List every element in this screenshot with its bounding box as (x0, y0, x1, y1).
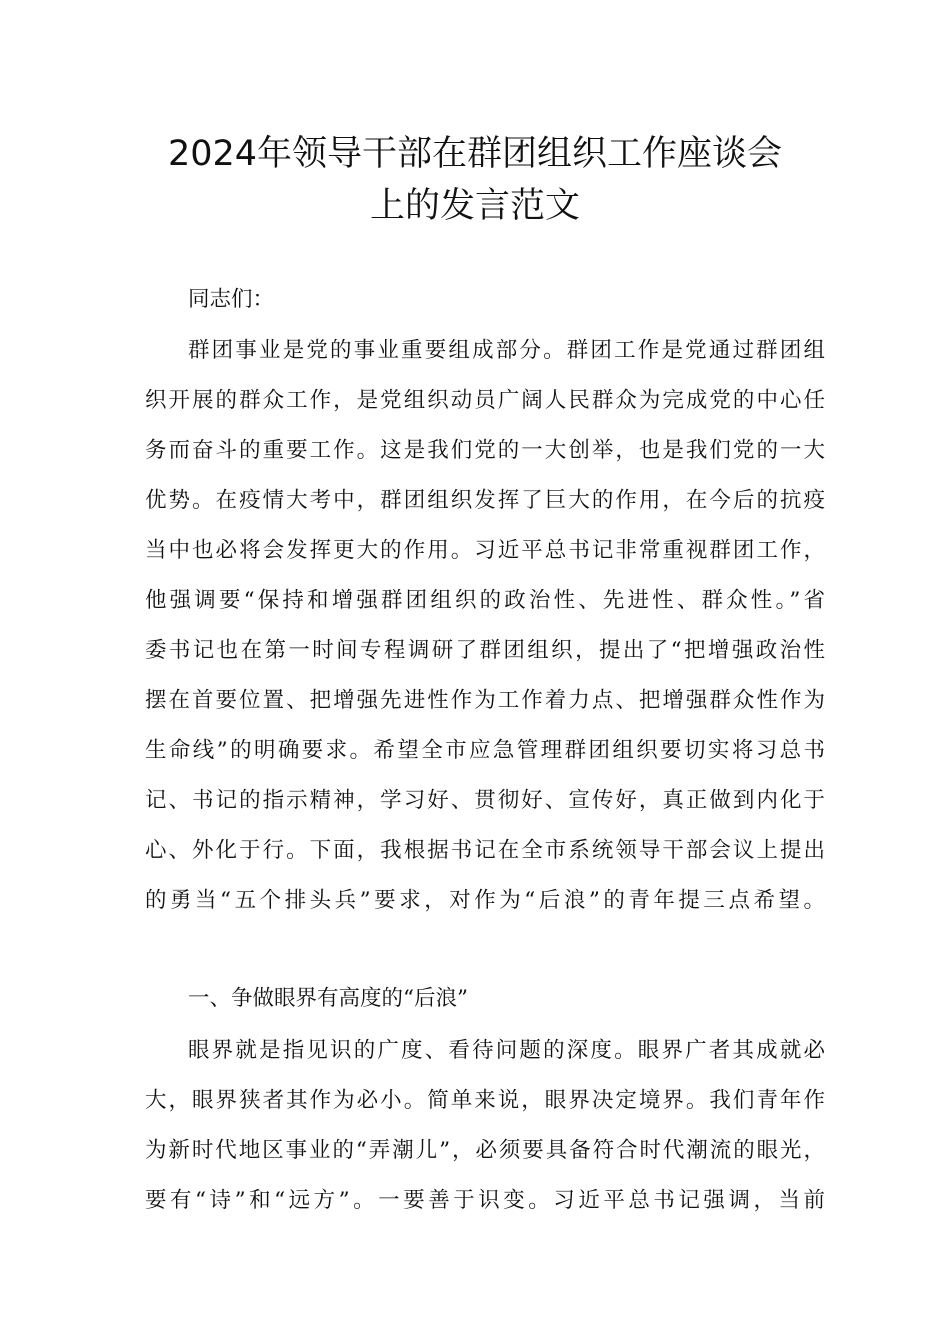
paragraph-line: 记、书记的指示精神，学习好、贯彻好、宣传好，真正做到内化于 (145, 788, 825, 813)
paragraph-line: 眼界就是指见识的广度、看待问题的深度。眼界广者其成就必 (188, 1038, 825, 1063)
document-title-line-2: 上的发言范文 (369, 186, 580, 226)
paragraph-line: 委书记也在第一时间专程调研了群团组织，提出了“把增强政治性 (145, 638, 825, 663)
section-heading: 一、争做眼界有高度的“后浪” (188, 986, 468, 1011)
paragraph-line: 他强调要“保持和增强群团组织的政治性、先进性、群众性。”省 (145, 588, 825, 613)
paragraph-line: 务而奋斗的重要工作。这是我们党的一大创举，也是我们党的一大 (145, 438, 825, 463)
paragraph-line: 当中也必将会发挥更大的作用。习近平总书记非常重视群团工作， (145, 538, 825, 563)
paragraph-line: 生命线”的明确要求。希望全市应急管理群团组织要切实将习总书 (145, 738, 825, 763)
paragraph-line: 心、外化于行。下面，我根据书记在全市系统领导干部会议上提出 (145, 838, 825, 863)
paragraph-line: 摆在首要位置、把增强先进性作为工作着力点、把增强群众性作为 (145, 688, 825, 713)
paragraph-line: 为新时代地区事业的“弄潮儿”，必须要具备符合时代潮流的眼光， (145, 1138, 825, 1163)
paragraph-line: 大，眼界狭者其作为必小。简单来说，眼界决定境界。我们青年作 (145, 1088, 825, 1113)
paragraph-line: 优势。在疫情大考中，群团组织发挥了巨大的作用，在今后的抗疫 (145, 488, 825, 513)
paragraph-line: 的勇当“五个排头兵”要求，对作为“后浪”的青年提三点希望。 (145, 888, 825, 913)
paragraph-line: 织开展的群众工作，是党组织动员广阔人民群众为完成党的中心任 (145, 388, 825, 413)
paragraph-line: 群团事业是党的事业重要组成部分。群团工作是党通过群团组 (188, 338, 825, 363)
salutation: 同志们： (188, 287, 275, 312)
document-title-line-1: 2024年领导干部在群团组织工作座谈会 (167, 134, 783, 174)
paragraph-line: 要有“诗”和“远方”。一要善于识变。习近平总书记强调，当前 (145, 1188, 825, 1213)
